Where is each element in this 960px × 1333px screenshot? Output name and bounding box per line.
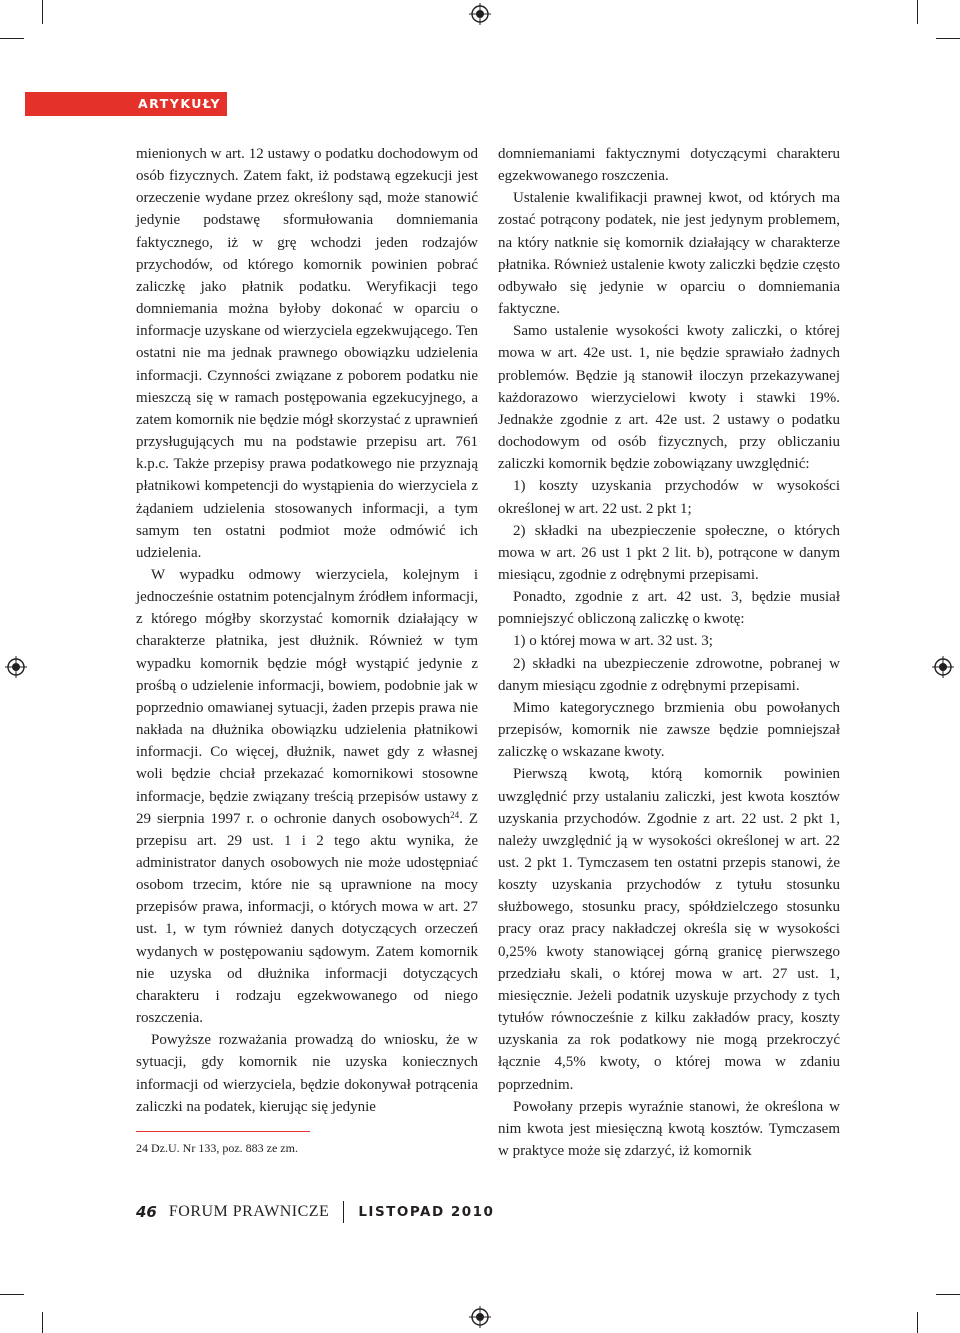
footnote: 24 Dz.U. Nr 133, poz. 883 ze zm. bbox=[136, 1141, 298, 1155]
crop-mark-bottom-right bbox=[936, 1294, 960, 1295]
crop-mark-top-left-v bbox=[42, 0, 43, 24]
paragraph: W wypadku odmowy wierzyciela, kolejnym i jednocześnie ostatnim potencjalnym źródłem informacji, z którego mógłby skorzystać komornik działający w charakterze płatnika, jest dłużnik. Również w tym wypadku komornik będzie mógł wystąpić jedynie z prośbą o udzielenie informacji, bowiem, podobnie jak w poprzednio omawianej sytuacji, żaden przepis prawa nie nakłada na dłużnika obowiązku udzielenia płatnikowi informacji. Co więcej, dłużnik, nawet gdy z własnej woli będzie chciał przekazać komornikowi stosowne informacje, będzie związany treścią przepisów ustawy z 29 sierpnia 1997 r. o ochronie danych osobowych$^{24}$. Z przepisu art. 29 ust. 1 i 2 tego aktu wynika, że administrator danych osobowych nie może udostępniać osobom trzecim, które nie są uprawnione na mocy przepisów prawa, informacji, o których mowa w art. 27 ust. 1, w tym również danych dotyczących orzeczeń wydanych w postępowaniu sądowym. Zatem komornik nie uzyska od dłużnika informacji dotyczących charakteru i rodzaju egzekwowanego od niego roszczenia. bbox=[136, 566, 478, 1027]
list-item: 1) o której mowa w art. 32 ust. 3; bbox=[513, 633, 713, 650]
section-tag: ARTYKUŁY bbox=[25, 92, 227, 116]
crop-mark-top-left bbox=[0, 38, 24, 39]
paragraph: Pierwszą kwotą, którą komornik powinien uwzględnić przy ustalaniu zaliczki, jest kwota kosztów uzyskania przychodów. Zgodnie z art. 22 ust. 2 pkt 1, należy uwzględnić ją w wysokości określonej w art. 22 ust. 2 pkt 1. Tymczasem ten ostatni przepis stanowi, że koszty uzyskania przychodów z tytułu stosunku służbowego, stosunku pracy, spółdzielczego stosunku pracy oraz pracy nakładczej określa się w wysokości 0,25% kwoty stanowiącej górną granicę pierwszego przedziału skali, o której mowa w art. 27 ust. 1, miesięcznie. Jeżeli podatnik uzyskuje przychody z tych tytułów równocześnie z kilku zakładów pracy, koszty uzyskania za rok podatkowy nie mogą przekroczyć łącznie 4,5% kwoty, o której mowa w zdaniu poprzednim. bbox=[498, 766, 840, 1093]
footnote-rule bbox=[136, 1131, 310, 1132]
magazine-title: FORUM PRAWNICZE bbox=[168, 1203, 330, 1220]
right-column bbox=[498, 143, 840, 1162]
registration-mark-icon bbox=[5, 656, 27, 678]
paragraph: Powyższe rozważania prowadzą do wniosku, że w sytuacji, gdy komornik nie uzyska koniecznych informacji od wierzyciela, będzie dokonywał potrącenia zaliczki na podatek, kierując się jedynie bbox=[136, 1032, 478, 1115]
crop-mark-top-right bbox=[936, 38, 960, 39]
registration-mark-icon bbox=[469, 3, 491, 25]
page-number: 46 bbox=[136, 1203, 157, 1221]
list-item: 2) składki na ubezpieczenie społeczne, o których mowa w art. 26 ust 1 pkt 2 lit. b), potrącone w danym miesiącu, zgodnie z odrębnymi przepisami. bbox=[498, 522, 840, 583]
registration-mark-icon bbox=[932, 656, 954, 678]
left-column bbox=[136, 143, 478, 1118]
list-item: 1) koszty uzyskania przychodów w wysokości określonej w art. 22 ust. 2 pkt 1; bbox=[498, 478, 840, 517]
crop-mark-bottom-left-v bbox=[42, 1312, 43, 1333]
issue-date: LISTOPAD 2010 bbox=[358, 1204, 495, 1220]
footnote-ref: 24 bbox=[450, 809, 460, 820]
paragraph: Ponadto, zgodnie z art. 42 ust. 3, będzie musiał pomniejszyć obliczoną zaliczkę o kwotę: bbox=[498, 589, 840, 628]
page-footer bbox=[136, 1200, 494, 1224]
footer-divider bbox=[343, 1201, 344, 1223]
registration-mark-icon bbox=[469, 1306, 491, 1328]
paragraph: Samo ustalenie wysokości kwoty zaliczki, o której mowa w art. 42e ust. 1, nie będzie sprawiało żadnych problemów. Będzie ją stanowił iloczyn przekazywanej każdorazowo wierzycielowi kwoty i stawki 19%. Jednakże zgodnie z art. 42e ust. 2 ustawy o podatku dochodowym od osób fizycznych, przy obliczaniu zaliczki komornik będzie zobowiązany uwzględnić: bbox=[498, 323, 840, 473]
paragraph: mienionych w art. 12 ustawy o podatku dochodowym od osób fizycznych. Zatem fakt, iż podstawą egzekucji jest orzeczenie wydane przez określony sąd, może stanowić jedynie podstawę sformułowania domniemania faktycznego, iż w grę wchodzi jeden rodzajów przychodów, od którego komornik powinien pobrać zaliczkę jako płatnik podatku. Weryfikacji tego domniemania można byłoby dokonać w oparciu o informacje uzyskane od wierzyciela egzekwującego. Ten ostatni nie ma jednak prawnego obowiązku udzielenia informacji. Czynności związane z poborem podatku nie mieszczą się w ramach postępowania egzekucyjnego, a zatem komornik nie będzie mógł skorzystać z uprawnień przysługujących mu na podstawie przepisu art. 761 k.p.c. Także przepisy prawa podatkowego nie przyznają płatnikowi kompetencji do wystąpienia do wierzyciela z żądaniem udzielenia stosowanych informacji, a tym samym ten ostatni podmiot może odmówić ich udzielenia. bbox=[136, 146, 478, 561]
paragraph: Mimo kategorycznego brzmienia obu powołanych przepisów, komornik nie zawsze będzie pomniejszał zaliczkę o wskazane kwoty. bbox=[498, 699, 840, 761]
list-item: 2) składki na ubezpieczenie zdrowotne, pobranej w danym miesiącu zgodnie z odrębnymi przepisami. bbox=[498, 655, 840, 694]
crop-mark-bottom-right-v bbox=[917, 1312, 918, 1333]
crop-mark-bottom-left bbox=[0, 1294, 24, 1295]
crop-mark-top-right-v bbox=[917, 0, 918, 24]
paragraph: domniemaniami faktycznymi dotyczącymi charakteru egzekwowanego roszczenia. bbox=[498, 146, 840, 185]
paragraph: Ustalenie kwalifikacji prawnej kwot, od których ma zostać potrącony podatek, nie jest jedynym problemem, na który natknie się komornik działający w charakterze płatnika. Również ustalenie kwoty zaliczki będzie często odbywało się jedynie w oparciu o domniemania faktyczne. bbox=[498, 190, 840, 318]
paragraph: Powołany przepis wyraźnie stanowi, że określona w nim kwota jest miesięczną kwotą kosztów. Tymczasem w praktyce może się zdarzyć, iż komornik bbox=[498, 1098, 840, 1160]
